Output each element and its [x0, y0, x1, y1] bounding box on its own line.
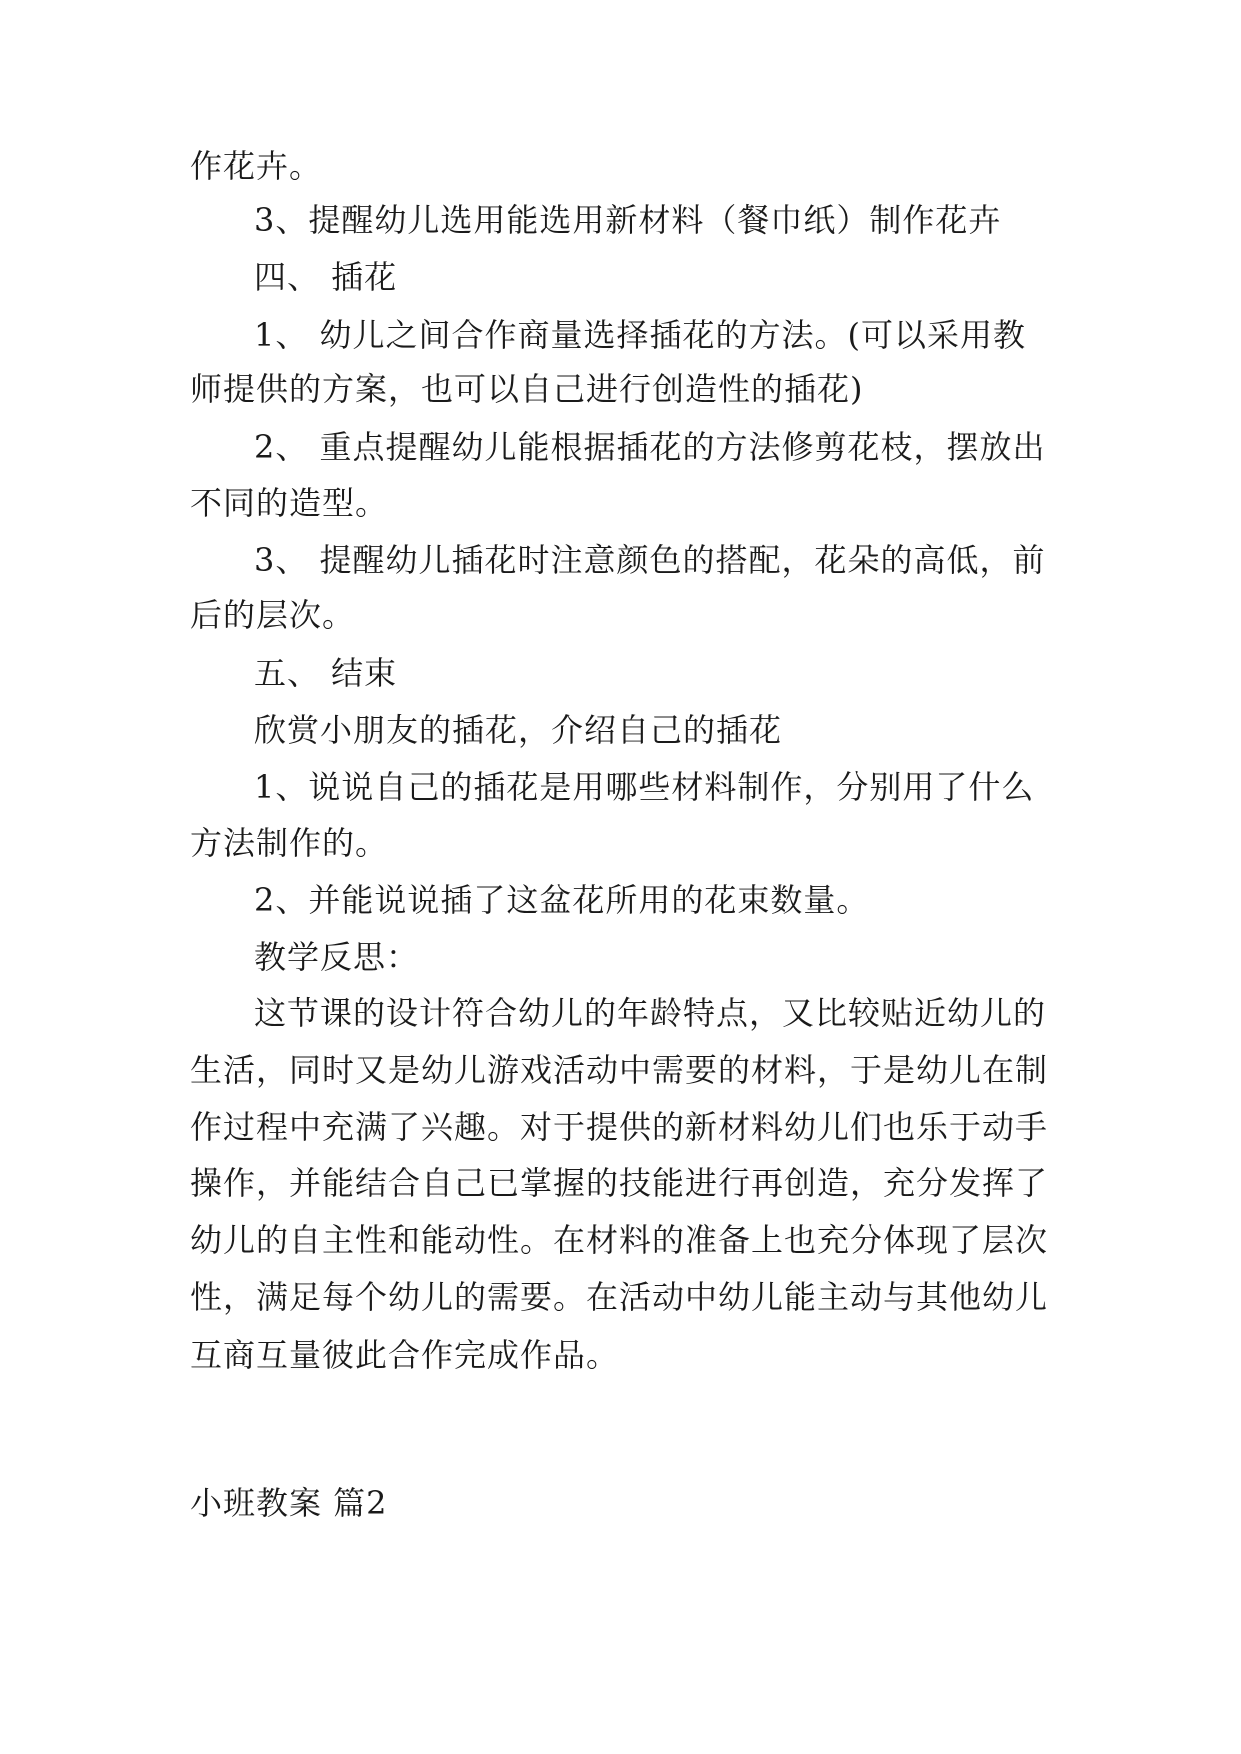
- text-line: 五、 结束: [254, 654, 398, 692]
- text-line: 作花卉。: [190, 147, 323, 185]
- text-line: 1、说说自己的插花是用哪些材料制作，分别用了什么: [254, 768, 1035, 806]
- text-line: 作过程中充满了兴趣。对于提供的新材料幼儿们也乐于动手: [190, 1108, 1049, 1146]
- text-line: 2、 重点提醒幼儿能根据插花的方法修剪花枝，摆放出: [254, 428, 1046, 466]
- text-line: 性，满足每个幼儿的需要。在活动中幼儿能主动与其他幼儿: [190, 1278, 1049, 1316]
- text-line: 1、 幼儿之间合作商量选择插花的方法。(可以采用教: [254, 316, 1027, 354]
- section-heading: 小班教案 篇2: [190, 1484, 388, 1522]
- text-line: 2、并能说说插了这盆花所用的花束数量。: [254, 881, 870, 919]
- text-line: 操作，并能结合自己已掌握的技能进行再创造，充分发挥了: [190, 1164, 1049, 1202]
- text-line: 方法制作的。: [190, 824, 389, 862]
- text-line: 后的层次。: [190, 596, 356, 634]
- text-line: 教学反思：: [254, 938, 420, 976]
- text-line: 3、 提醒幼儿插花时注意颜色的搭配，花朵的高低，前: [254, 541, 1046, 579]
- text-line: 生活，同时又是幼儿游戏活动中需要的材料，于是幼儿在制: [190, 1051, 1049, 1089]
- text-line: 这节课的设计符合幼儿的年龄特点，又比较贴近幼儿的: [254, 994, 1047, 1032]
- text-line: 互商互量彼此合作完成作品。: [190, 1336, 620, 1374]
- text-line: 不同的造型。: [190, 484, 389, 522]
- text-line: 3、提醒幼儿选用能选用新材料（餐巾纸）制作花卉: [254, 201, 1002, 239]
- text-line: 四、 插花: [254, 258, 398, 296]
- text-line: 师提供的方案，也可以自己进行创造性的插花): [190, 370, 864, 408]
- text-line: 幼儿的自主性和能动性。在材料的准备上也充分体现了层次: [190, 1221, 1049, 1259]
- text-line: 欣赏小朋友的插花，介绍自己的插花: [254, 711, 783, 749]
